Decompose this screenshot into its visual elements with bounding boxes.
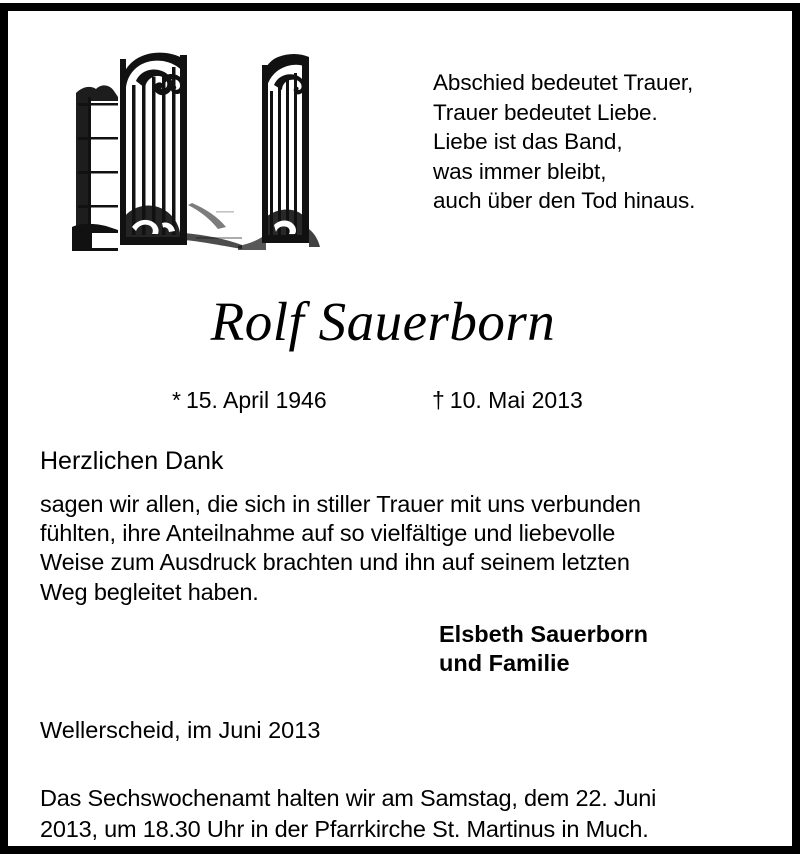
signature-block <box>439 620 648 678</box>
notice-header-row <box>8 11 792 256</box>
thanks-line-2: fühlten, ihre Anteilnahme auf so vielfältige und liebevolle <box>40 520 616 547</box>
verse-line-1: Abschied bedeutet Trauer, <box>433 70 694 95</box>
signature-line-1: Elsbeth Sauerborn <box>439 621 648 647</box>
thanks-line-4: Weg begleitet haben. <box>40 578 259 605</box>
death-date <box>432 384 583 416</box>
notice-border-frame <box>0 3 800 854</box>
death-date-value: 10. Mai 2013 <box>449 387 583 413</box>
deceased-name: Rolf Sauerborn <box>210 291 556 352</box>
thanks-body-text <box>40 490 760 607</box>
birth-date-value: 15. April 1946 <box>185 387 327 413</box>
place-and-date: Wellerscheid, im Juni 2013 <box>40 717 321 743</box>
verse-line-3: Liebe ist das Band, <box>433 129 623 155</box>
death-cross-icon: † <box>432 387 445 413</box>
service-line-1: Das Sechswochenamt halten wir am Samstag, dem 22. Juni <box>40 785 657 811</box>
open-wrought-iron-gate-icon <box>66 51 324 251</box>
memorial-verse <box>433 68 783 216</box>
memorial-service-note <box>40 783 764 844</box>
thanks-heading: Herzlichen Dank <box>40 447 224 475</box>
notice-content-area <box>8 11 792 846</box>
service-line-2: 2013, um 18.30 Uhr in der Pfarrkirche St. Martinus in Much. <box>40 815 649 842</box>
birth-date <box>172 384 327 416</box>
thanks-line-1: sagen wir allen, die sich in stiller Trauer mit uns verbunden <box>40 491 641 517</box>
verse-line-4: was immer bleibt, <box>433 158 607 184</box>
signature-line-2: und Familie <box>439 650 570 676</box>
birth-star-icon: * <box>172 387 181 413</box>
verse-line-5: auch über den Tod hinaus. <box>433 188 696 214</box>
thanks-line-3: Weise zum Ausdruck brachten und ihn auf seinem letzten <box>40 549 630 576</box>
life-dates-row <box>8 384 792 416</box>
verse-line-2: Trauer bedeutet Liebe. <box>433 99 658 125</box>
